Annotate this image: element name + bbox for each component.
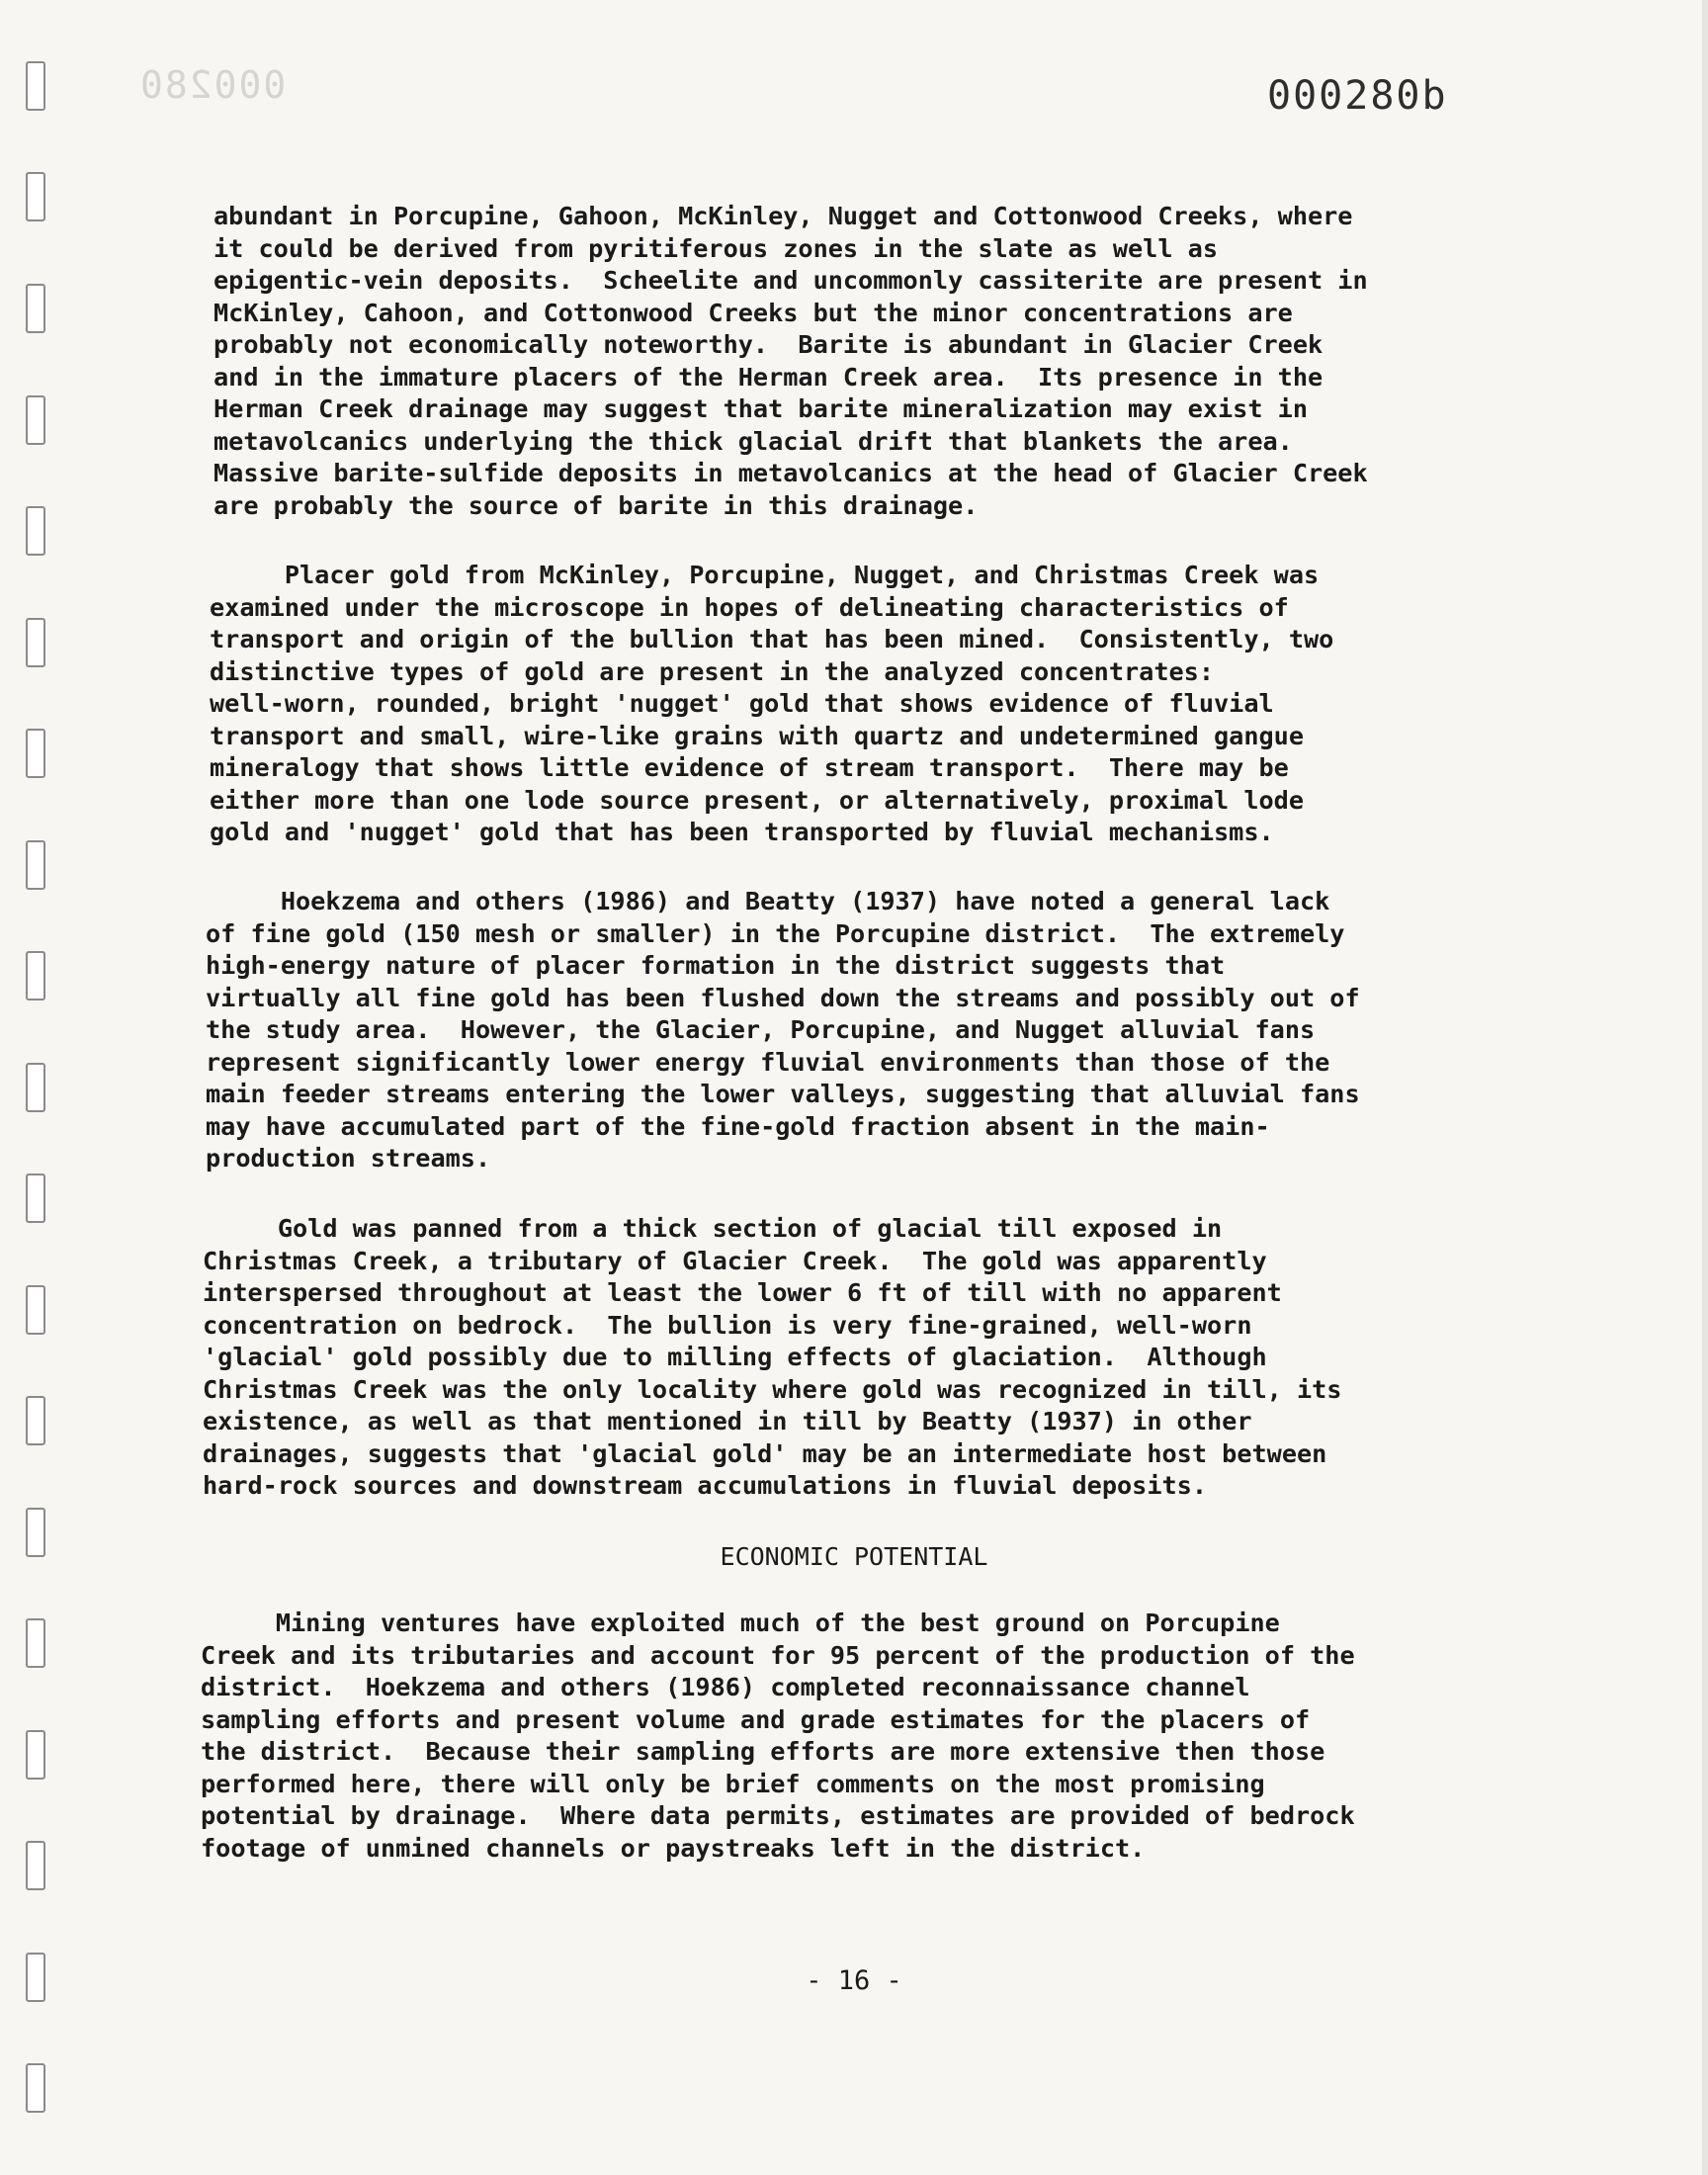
paragraph-4: Gold was panned from a thick section of glacial till exposed in Christmas Creek, a tributary of Glacier Creek. The gold was apparently interspersed throughout at least the lower 6 ft of till with no apparent concentration on bedrock. The bullion is very fine-grained, well-worn 'glacial' gold possibly due to milling effects of glaciation. Although Christmas Creek was the only locality where gold was recognized in till, its existence, as well as that mentioned in till by Beatty (1937) in other drainages, suggests that 'glacial gold' may be an intermediate host between hard-rock sources and downstream accumulations in fluvial deposits. <box>203 1214 1342 1500</box>
binder-hole <box>26 1730 45 1780</box>
binder-hole <box>26 1618 45 1668</box>
paragraph-2: Placer gold from McKinley, Porcupine, Nugget, and Christmas Creek was examined under the microscope in hopes of delineating characteristics of transport and origin of the bullion that has been mined. Consistently, two distinctive types of gold are present in the analyzed concentrates: well-worn, rounded, bright 'nugget' gold that shows evidence of fluvial transport and small, wire-like grains with quartz and undetermined gangue mineralogy that shows little evidence of stream transport. There may be either more than one lode source present, or alternatively, proximal lode gold and 'nugget' gold that has been transported by fluvial mechanisms. <box>210 561 1334 846</box>
binder-hole <box>26 395 45 445</box>
binder-hole <box>26 61 45 111</box>
binder-hole <box>26 284 45 333</box>
binder-holes <box>26 0 55 2175</box>
binder-hole <box>26 840 45 890</box>
binder-hole <box>26 1174 45 1223</box>
binder-hole <box>26 1396 45 1445</box>
binder-hole <box>26 1841 45 1890</box>
paragraph-3: Hoekzema and others (1986) and Beatty (1937) have noted a general lack of fine gold (150 mesh or smaller) in the Porcupine district. The extremely high-energy nature of placer formation in the district suggests that virtually all fine gold has been flushed down the streams and possibly out of the study area. However, the Glacier, Porcupine, and Nugget alluvial fans represent significantly lower energy fluvial environments than those of the main feeder streams entering the lower valleys, suggesting that alluvial fans may have accumulated part of the fine-gold fraction absent in the main- production streams. <box>206 887 1360 1173</box>
page-number: - 16 - <box>806 1965 902 1996</box>
binder-hole <box>26 951 45 1000</box>
paragraph-5: Mining ventures have exploited much of the best ground on Porcupine Creek and its tributaries and account for 95 percent of the production of the district. Hoekzema and others (1986) completed reconnaissance channel sampling efforts and present volume and grade estimates for the placers of the district. Because their sampling efforts are more extensive then those performed here, there will only be brief comments on the most promising potential by drainage. Where data permits, estimates are provided of bedrock footage of unmined channels or paystreaks left in the district. <box>201 1609 1355 1863</box>
binder-hole <box>26 172 45 221</box>
page-edge <box>1702 0 1708 2175</box>
binder-hole <box>26 506 45 556</box>
binder-hole <box>26 2063 45 2113</box>
binder-hole <box>26 618 45 667</box>
binder-hole <box>26 1285 45 1335</box>
document-number: 000280b <box>1267 73 1448 119</box>
bleed-through-number: 000280 <box>138 63 287 107</box>
paragraph-1: abundant in Porcupine, Gahoon, McKinley, Nugget and Cottonwood Creeks, where it could be derived from pyritiferous zones in the slate as well as epigentic-vein deposits. Scheelite and uncommonly cassiterite are present in McKinley, Cahoon, and Cottonwood Creeks but the minor concentrations are probably not economically noteworthy. Barite is abundant in Glacier Creek and in the immature placers of the Herman Creek area. Its presence in the Herman Creek drainage may suggest that barite mineralization may exist in metavolcanics underlying the thick glacial drift that blankets the area. Massive barite-sulfide deposits in metavolcanics at the head of Glacier Creek are probably the source of barite in this drainage. <box>214 202 1368 520</box>
binder-hole <box>26 1063 45 1112</box>
binder-hole <box>26 729 45 778</box>
section-heading: ECONOMIC POTENTIAL <box>720 1542 988 1571</box>
